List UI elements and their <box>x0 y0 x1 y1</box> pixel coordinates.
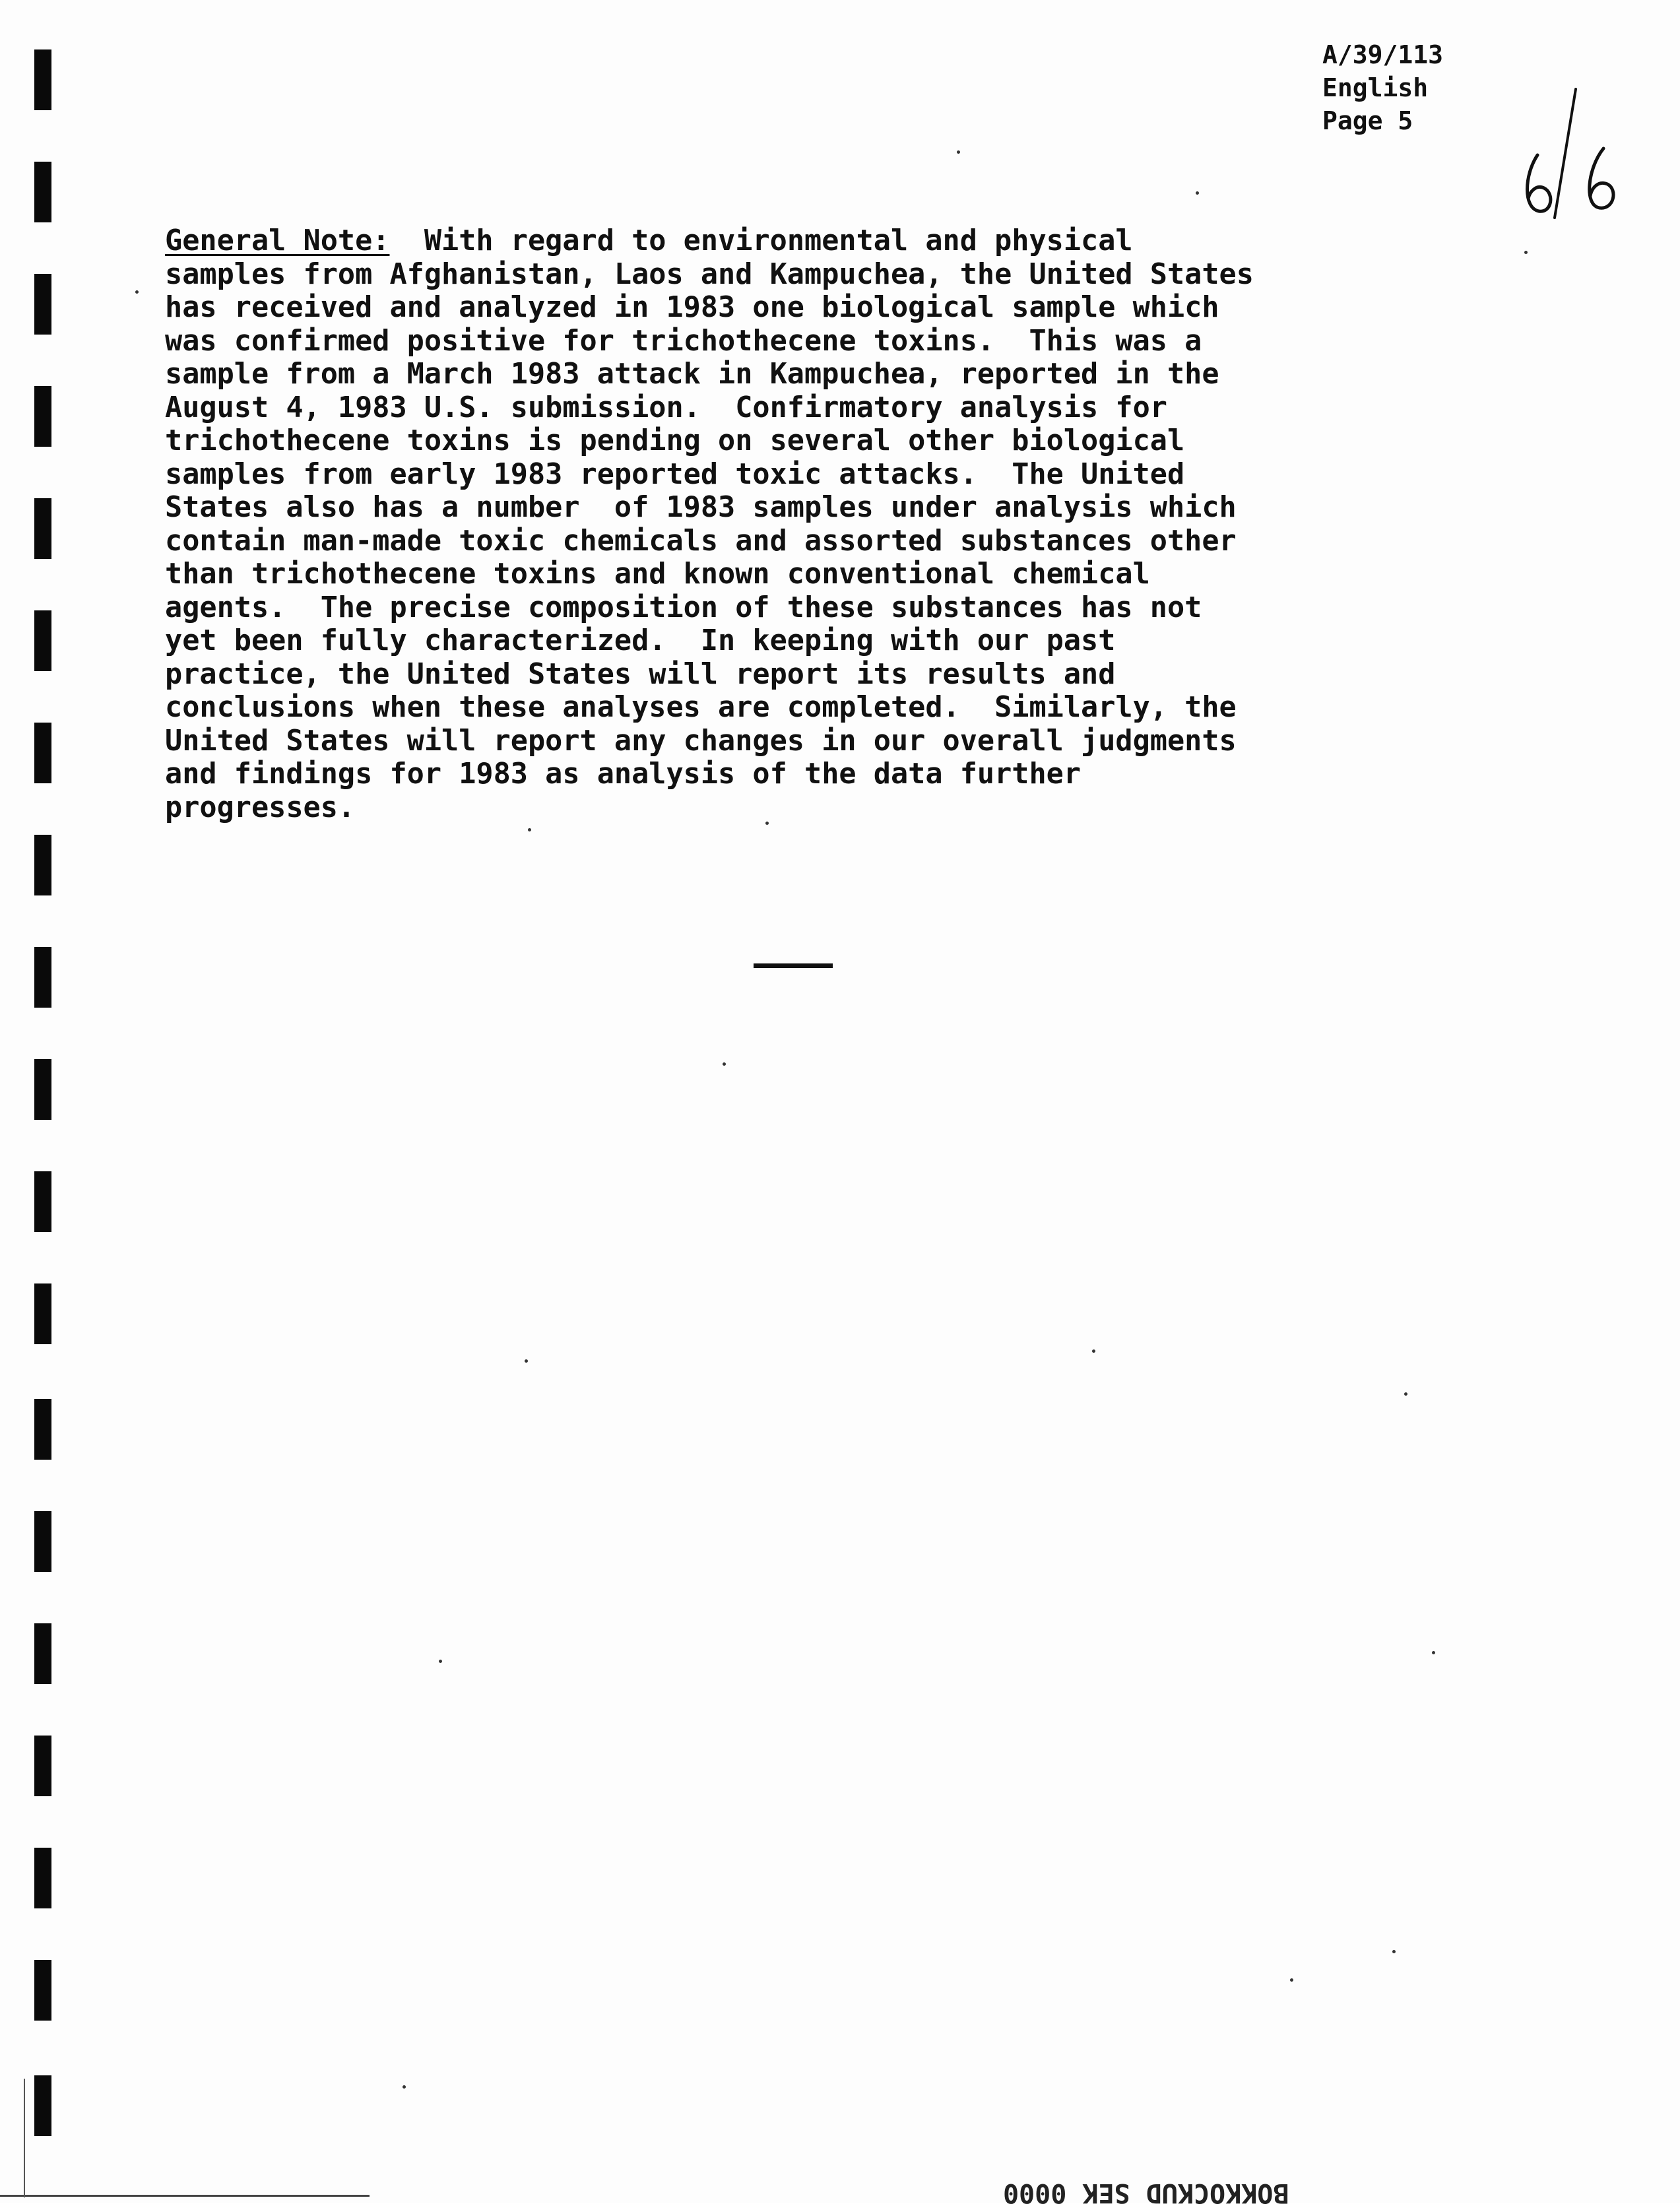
note-line: has received and analyzed in 1983 one biological sample which <box>165 291 1219 324</box>
punch-mark <box>34 1059 51 1120</box>
scan-speck <box>1432 1651 1435 1654</box>
punch-mark <box>34 1736 51 1796</box>
page-number: Page 5 <box>1322 106 1413 135</box>
scan-speck <box>1404 1392 1407 1396</box>
note-line: was confirmed positive for trichothecene toxins. This was a <box>165 324 1202 358</box>
scan-speck <box>439 1660 442 1663</box>
punch-mark <box>34 1171 51 1232</box>
punch-mark <box>34 1848 51 1908</box>
document-symbol: A/39/113 <box>1322 40 1444 69</box>
note-line: and findings for 1983 as analysis of the data further <box>165 758 1082 791</box>
note-line: sample from a March 1983 attack in Kampuchea, reported in the <box>165 358 1219 391</box>
note-line: than trichothecene toxins and known conventional chemical <box>165 558 1150 591</box>
punch-mark <box>34 1623 51 1684</box>
punch-mark <box>34 1960 51 2021</box>
note-line: progresses. <box>165 791 356 824</box>
note-line: contain man-made toxic chemicals and assorted substances other <box>165 524 1237 558</box>
punch-mark <box>34 498 51 559</box>
scan-speck <box>403 2085 406 2089</box>
punch-mark <box>34 49 51 110</box>
note-line: practice, the United States will report its results and <box>165 657 1116 691</box>
scan-speck <box>1196 191 1199 195</box>
punch-mark <box>34 386 51 447</box>
scan-speck <box>723 1062 726 1066</box>
scan-speck <box>1290 1978 1293 1982</box>
note-line: samples from early 1983 reported toxic attacks. The United <box>165 457 1185 491</box>
document-language: English <box>1322 73 1429 102</box>
bottom-edge-rule <box>0 2195 370 2197</box>
scan-speck <box>1524 251 1528 254</box>
bottom-stamp-inverted: BOKKOCKUD SEK 0000 <box>1003 2178 1289 2208</box>
punch-mark <box>34 162 51 222</box>
scan-speck <box>1392 1950 1396 1953</box>
document-header <box>1322 38 1443 137</box>
note-line: agents. The precise composition of these substances has not <box>165 591 1202 624</box>
punch-mark <box>34 610 51 671</box>
punch-mark <box>34 723 51 783</box>
handwritten-page-mark <box>1498 76 1630 228</box>
note-line: August 4, 1983 U.S. submission. Confirmatory analysis for <box>165 391 1167 424</box>
punch-mark <box>34 1399 51 1460</box>
note-first-line <box>165 224 1452 258</box>
note-line: trichothecene toxins is pending on several other biological <box>165 424 1185 457</box>
scan-speck <box>1092 1349 1095 1353</box>
scan-speck <box>525 1359 528 1363</box>
left-edge-line <box>24 2079 25 2197</box>
punch-mark <box>34 835 51 895</box>
punch-mark <box>34 2075 51 2136</box>
note-line: conclusions when these analyses are completed. Similarly, the <box>165 691 1237 724</box>
scan-speck <box>957 150 960 154</box>
scan-speck <box>528 828 531 831</box>
binder-punch-marks <box>0 0 79 2203</box>
general-note-paragraph <box>165 224 1452 824</box>
scan-speck <box>765 822 769 825</box>
punch-mark <box>34 1511 51 1572</box>
section-separator <box>754 963 833 968</box>
scan-speck <box>135 290 139 294</box>
note-line: yet been fully characterized. In keeping with our past <box>165 624 1116 657</box>
note-line: samples from Afghanistan, Laos and Kampuchea, the United States <box>165 257 1254 291</box>
punch-mark <box>34 274 51 335</box>
note-first-line-text: With regard to environmental and physical <box>389 224 1133 257</box>
note-line: States also has a number of 1983 samples under analysis which <box>165 491 1237 524</box>
punch-mark <box>34 947 51 1008</box>
punch-mark <box>34 1283 51 1344</box>
note-line: United States will report any changes in our overall judgments <box>165 724 1237 758</box>
note-label: General Note: <box>165 224 390 257</box>
